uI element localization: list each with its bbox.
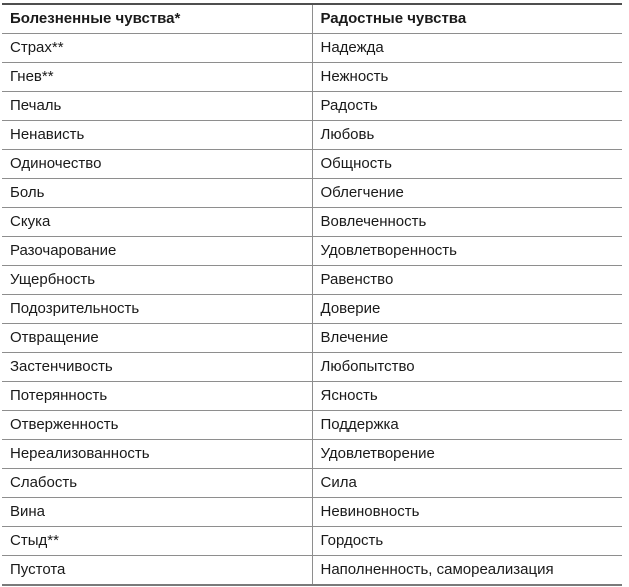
painful-feeling-cell: Гнев** bbox=[2, 63, 312, 92]
table-row bbox=[2, 382, 622, 411]
table-row bbox=[2, 440, 622, 469]
table-row bbox=[2, 353, 622, 382]
table-row bbox=[2, 92, 622, 121]
painful-feeling-cell: Ущербность bbox=[2, 266, 312, 295]
painful-feeling-cell: Нереализованность bbox=[2, 440, 312, 469]
painful-feeling-cell: Скука bbox=[2, 208, 312, 237]
painful-feeling-cell: Подозрительность bbox=[2, 295, 312, 324]
joyful-feeling-cell: Влечение bbox=[312, 324, 622, 353]
painful-feeling-cell: Одиночество bbox=[2, 150, 312, 179]
joyful-feeling-cell: Невиновность bbox=[312, 498, 622, 527]
joyful-feeling-cell: Вовлеченность bbox=[312, 208, 622, 237]
table-row bbox=[2, 150, 622, 179]
joyful-feeling-cell: Нежность bbox=[312, 63, 622, 92]
painful-feelings-header: Болезненные чувства* bbox=[2, 4, 312, 34]
table-row bbox=[2, 498, 622, 527]
table-row bbox=[2, 527, 622, 556]
joyful-feeling-cell: Надежда bbox=[312, 34, 622, 63]
table-row bbox=[2, 208, 622, 237]
table-row bbox=[2, 121, 622, 150]
joyful-feeling-cell: Доверие bbox=[312, 295, 622, 324]
table-row bbox=[2, 556, 622, 586]
table-row bbox=[2, 237, 622, 266]
table-row bbox=[2, 63, 622, 92]
painful-feeling-cell: Слабость bbox=[2, 469, 312, 498]
joyful-feeling-cell: Любовь bbox=[312, 121, 622, 150]
joyful-feelings-header: Радостные чувства bbox=[312, 4, 622, 34]
joyful-feeling-cell: Гордость bbox=[312, 527, 622, 556]
feelings-table bbox=[2, 3, 622, 586]
painful-feeling-cell: Застенчивость bbox=[2, 353, 312, 382]
table-row bbox=[2, 34, 622, 63]
joyful-feeling-cell: Ясность bbox=[312, 382, 622, 411]
painful-feeling-cell: Отвращение bbox=[2, 324, 312, 353]
joyful-feeling-cell: Общность bbox=[312, 150, 622, 179]
joyful-feeling-cell: Любопытство bbox=[312, 353, 622, 382]
painful-feeling-cell: Разочарование bbox=[2, 237, 312, 266]
joyful-feeling-cell: Наполненность, самореализация bbox=[312, 556, 622, 586]
table-row bbox=[2, 266, 622, 295]
joyful-feeling-cell: Сила bbox=[312, 469, 622, 498]
joyful-feeling-cell: Поддержка bbox=[312, 411, 622, 440]
painful-feeling-cell: Вина bbox=[2, 498, 312, 527]
table-row bbox=[2, 324, 622, 353]
joyful-feeling-cell: Удовлетворение bbox=[312, 440, 622, 469]
painful-feeling-cell: Пустота bbox=[2, 556, 312, 586]
painful-feeling-cell: Страх** bbox=[2, 34, 312, 63]
painful-feeling-cell: Печаль bbox=[2, 92, 312, 121]
table-row bbox=[2, 179, 622, 208]
table-row bbox=[2, 469, 622, 498]
painful-feeling-cell: Отверженность bbox=[2, 411, 312, 440]
header-row bbox=[2, 4, 622, 34]
joyful-feeling-cell: Равенство bbox=[312, 266, 622, 295]
joyful-feeling-cell: Радость bbox=[312, 92, 622, 121]
joyful-feeling-cell: Облегчение bbox=[312, 179, 622, 208]
table-row bbox=[2, 295, 622, 324]
painful-feeling-cell: Боль bbox=[2, 179, 312, 208]
joyful-feeling-cell: Удовлетворенность bbox=[312, 237, 622, 266]
table-row bbox=[2, 411, 622, 440]
painful-feeling-cell: Потерянность bbox=[2, 382, 312, 411]
table-body bbox=[2, 34, 622, 586]
painful-feeling-cell: Стыд** bbox=[2, 527, 312, 556]
painful-feeling-cell: Ненависть bbox=[2, 121, 312, 150]
